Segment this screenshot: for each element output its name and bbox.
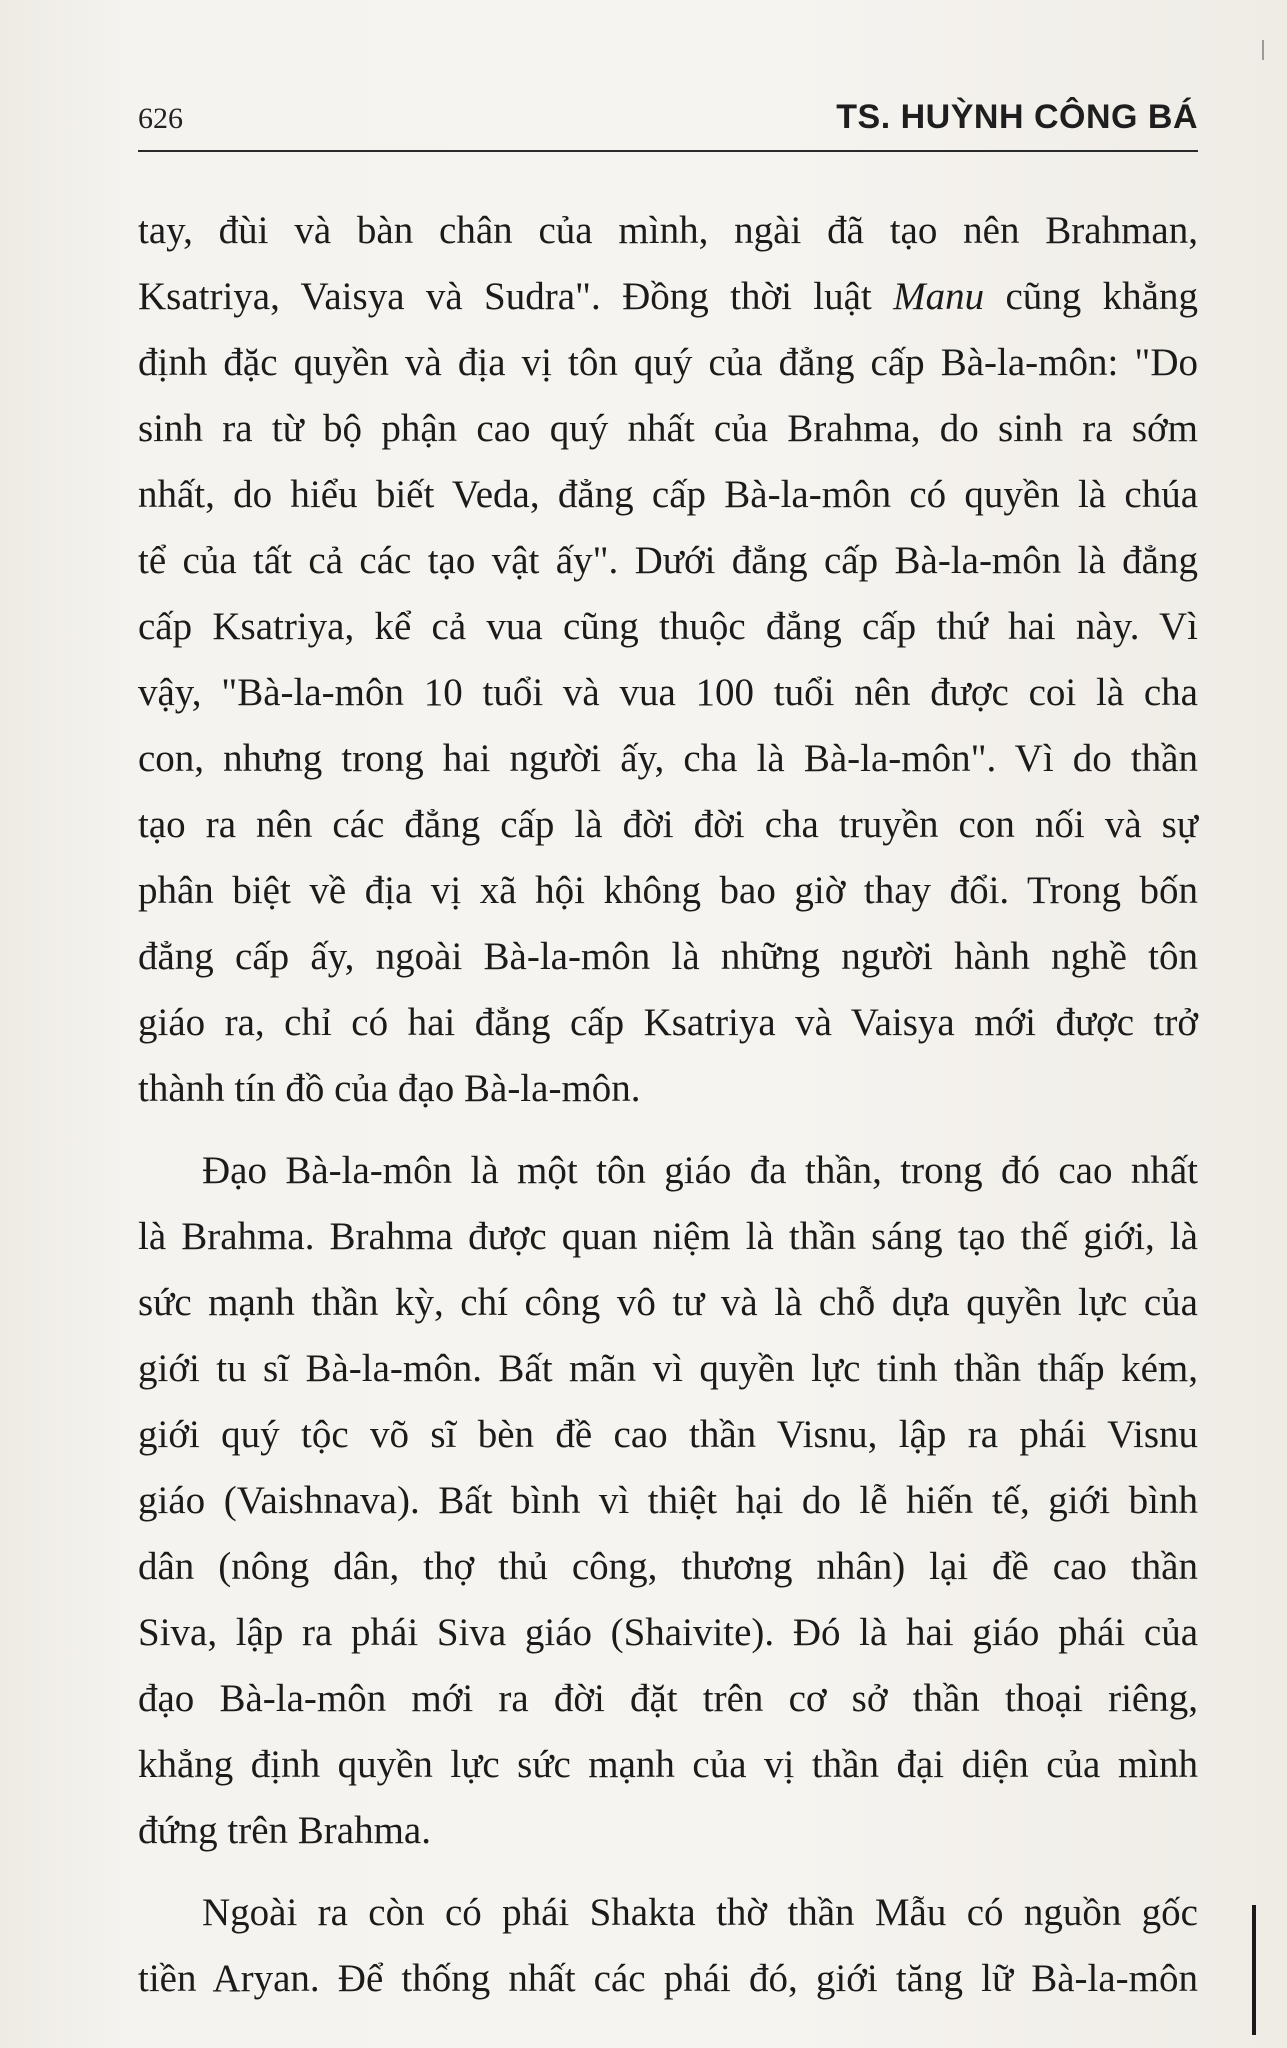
text-line [138, 264, 1198, 330]
text-line: sinh ra từ bộ phận cao quý nhất của Brahma, do sinh ra sớm [138, 407, 1198, 450]
text-line: Đạo Bà-la-môn là một tôn giáo đa thần, trong đó cao nhất [202, 1149, 1198, 1192]
text-run: cũng khẳng [984, 275, 1198, 318]
text-line: tể của tất cả các tạo vật ấy". Dưới đẳng cấp Bà-la-môn là đẳng [138, 539, 1198, 582]
text-line: tạo ra nên các đẳng cấp là đời đời cha truyền con nối và sự [138, 803, 1198, 846]
text-line: tiền Aryan. Để thống nhất các phái đó, giới tăng lữ Bà-la-môn [138, 1957, 1198, 2000]
page-number: 626 [138, 102, 183, 135]
text-line: tay, đùi và bàn chân của mình, ngài đã tạo nên Brahman, [138, 209, 1198, 252]
text-line: sức mạnh thần kỳ, chí công vô tư và là chỗ dựa quyền lực của [138, 1281, 1198, 1324]
body-text [138, 198, 1198, 2012]
text-line: nhất, do hiểu biết Veda, đẳng cấp Bà-la-môn có quyền là chúa [138, 473, 1198, 516]
header-rule [138, 150, 1198, 152]
text-line: giới tu sĩ Bà-la-môn. Bất mãn vì quyền lực tinh thần thấp kém, [138, 1347, 1198, 1390]
paragraph-2 [138, 1138, 1198, 1864]
text-line: giáo (Vaishnava). Bất bình vì thiệt hại do lễ hiến tế, giới bình [138, 1479, 1198, 1522]
text-line: Ngoài ra còn có phái Shakta thờ thần Mẫu có nguồn gốc [202, 1891, 1198, 1934]
text-line: vậy, "Bà-la-môn 10 tuổi và vua 100 tuổi nên được coi là cha [138, 671, 1198, 714]
running-title: TS. HUỲNH CÔNG BÁ [836, 98, 1198, 136]
text-line: đạo Bà-la-môn mới ra đời đặt trên cơ sở thần thoại riêng, [138, 1677, 1198, 1720]
text-line: thành tín đồ của đạo Bà-la-môn. [138, 1067, 641, 1110]
running-header [138, 98, 1198, 138]
paragraph-1 [138, 198, 1198, 1122]
text-line: Siva, lập ra phái Siva giáo (Shaivite). Đó là hai giáo phái của [138, 1611, 1198, 1654]
paragraph-3 [138, 1880, 1198, 2012]
paragraph-gap [138, 1864, 1198, 1880]
text-line: dân (nông dân, thợ thủ công, thương nhân) lại đề cao thần [138, 1545, 1198, 1588]
text-line: định đặc quyền và địa vị tôn quý của đẳng cấp Bà-la-môn: "Do [138, 341, 1198, 384]
text-line: phân biệt về địa vị xã hội không bao giờ thay đổi. Trong bốn [138, 869, 1198, 912]
paragraph-gap [138, 1122, 1198, 1138]
text-line: cấp Ksatriya, kể cả vua cũng thuộc đẳng cấp thứ hai này. Vì [138, 605, 1198, 648]
text-line: giáo ra, chỉ có hai đẳng cấp Ksatriya và Vaisya mới được trở [138, 1001, 1198, 1044]
text-line: đẳng cấp ấy, ngoài Bà-la-môn là những người hành nghề tôn [138, 935, 1198, 978]
text-line: là Brahma. Brahma được quan niệm là thần sáng tạo thế giới, là [138, 1215, 1198, 1258]
page-edge-mark [1262, 40, 1264, 60]
text-line: khẳng định quyền lực sức mạnh của vị thần đại diện của mình [138, 1743, 1198, 1786]
text-line: đứng trên Brahma. [138, 1809, 431, 1852]
page-edge-shadow [1252, 1905, 1256, 2035]
text-run: Ksatriya, Vaisya và Sudra". Đồng thời luật [138, 275, 894, 318]
text-line: giới quý tộc võ sĩ bèn đề cao thần Visnu, lập ra phái Visnu [138, 1413, 1198, 1456]
text-line: con, nhưng trong hai người ấy, cha là Bà-la-môn". Vì do thần [138, 737, 1198, 780]
italic-title-manu: Manu [893, 275, 985, 318]
